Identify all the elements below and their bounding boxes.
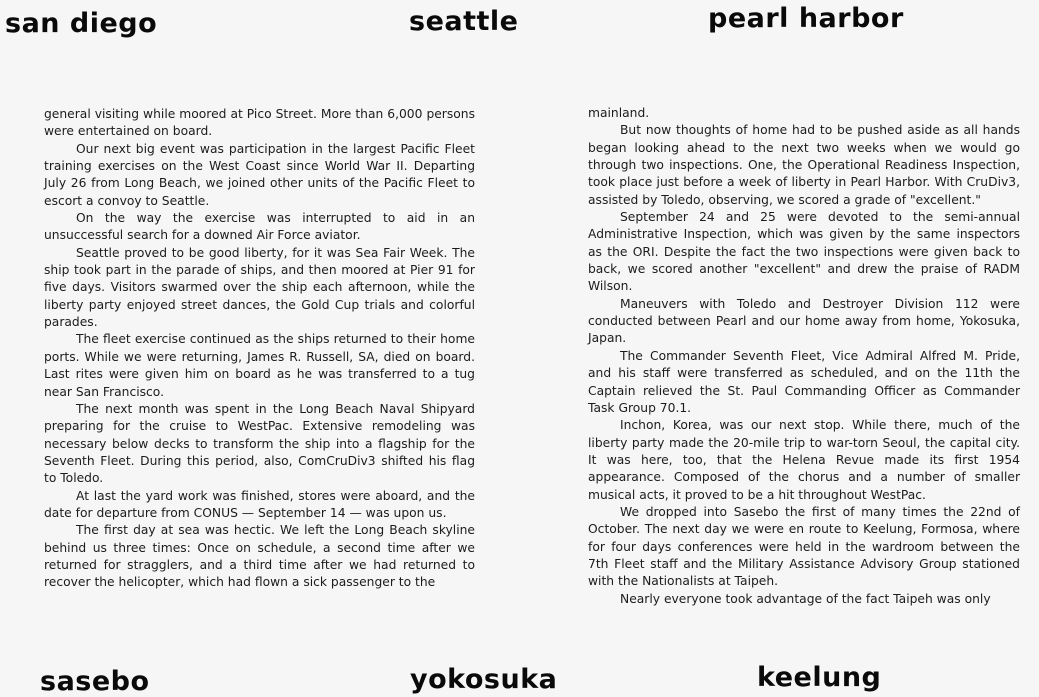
paragraph: At last the yard work was finished, stores were aboard, and the date for departure from CONUS — September 14 — was upon us.: [44, 488, 475, 520]
paragraph: The next month was spent in the Long Beach Naval Shipyard preparing for the cruise to WestPac. Extensive remodeling was necessary below decks to transform the ship into a flagship for the Seventh Fleet. During this period, also, ComCruDiv3 shifted his flag to Toledo.: [44, 401, 475, 486]
left-column: [44, 106, 475, 592]
paragraph: September 24 and 25 were devoted to the semi-annual Administrative Inspection, which was given by the same inspectors as the ORI. Despite the fact the two inspections were given back to back, we scored another "excellent" and drew the praise of RADM Wilson.: [588, 210, 1020, 294]
paragraph: Inchon, Korea, was our next stop. While there, much of the liberty party made the 20-mile trip to war-torn Seoul, the capital city. It was here, too, that the Helena Revue made its first 1954 appearance. Composed of the chorus and a number of smaller musical acts, it proved to be a hit throughout WestPac.: [588, 418, 1020, 502]
heading-yokosuka: yokosuka: [410, 664, 558, 695]
paragraph: But now thoughts of home had to be pushed aside as all hands began looking ahead to the next two weeks when we would go through two inspections. One, the Operational Readiness Inspection, took place just before a week of liberty in Pearl Harbor. With CruDiv3, assisted by Toledo, observing, we scored a grade of "excellent.": [588, 123, 1020, 207]
paragraph: Nearly everyone took advantage of the fact Taipeh was only: [620, 591, 991, 606]
paragraph: Maneuvers with Toledo and Destroyer Division 112 were conducted between Pearl and our home away from home, Yokosuka, Japan.: [588, 296, 1020, 346]
heading-pearl-harbor: pearl harbor: [708, 3, 904, 34]
paragraph: Our next big event was participation in the largest Pacific Fleet training exercises on the West Coast since World War II. Departing July 26 from Long Beach, we joined other units of the Pacific Fleet to escort a convoy to Seattle.: [44, 141, 475, 208]
heading-sasebo: sasebo: [40, 666, 150, 697]
heading-keelung: keelung: [757, 662, 882, 693]
paragraph: Seattle proved to be good liberty, for it was Sea Fair Week. The ship took part in the parade of ships, and then moored at Pier 91 for five days. Visitors swarmed over the ship each afternoon, while the liberty party enjoyed street dances, the Gold Cup trials and colorful parades.: [44, 245, 475, 330]
heading-san-diego: san diego: [5, 8, 158, 39]
paragraph: The fleet exercise continued as the ships returned to their home ports. While we were returning, James R. Russell, SA, died on board. Last rites were given him on board as he was transferred to a tug near San Francisco.: [44, 332, 475, 399]
paragraph: The first day at sea was hectic. We left the Long Beach skyline behind us three times: Once on schedule, a second time after we returned for stragglers, and a third time after we had returned to recover the helicopter, which had flown a sick passenger to the: [44, 523, 475, 590]
paragraph: On the way the exercise was interrupted to aid in an unsuccessful search for a downed Air Force aviator.: [44, 211, 475, 243]
paragraph: general visiting while moored at Pico Street. More than 6,000 persons were entertained on board.: [44, 107, 475, 139]
paragraph: The Commander Seventh Fleet, Vice Admiral Alfred M. Pride, and his staff were transferred as scheduled, and on the 11th the Captain relieved the St. Paul Commanding Officer as Commander Task Group 70.1.: [588, 348, 1020, 415]
paragraph: mainland.: [588, 106, 650, 120]
paragraph: We dropped into Sasebo the first of many times the 22nd of October. The next day we were en route to Keelung, Formosa, where for four days conferences were held in the wardroom between the 7th Fleet staff and the Military Assistance Advisory Group stationed with the Nationalists at Taipeh.: [588, 504, 1020, 589]
heading-seattle: seattle: [409, 6, 519, 37]
right-column: [588, 105, 1020, 608]
